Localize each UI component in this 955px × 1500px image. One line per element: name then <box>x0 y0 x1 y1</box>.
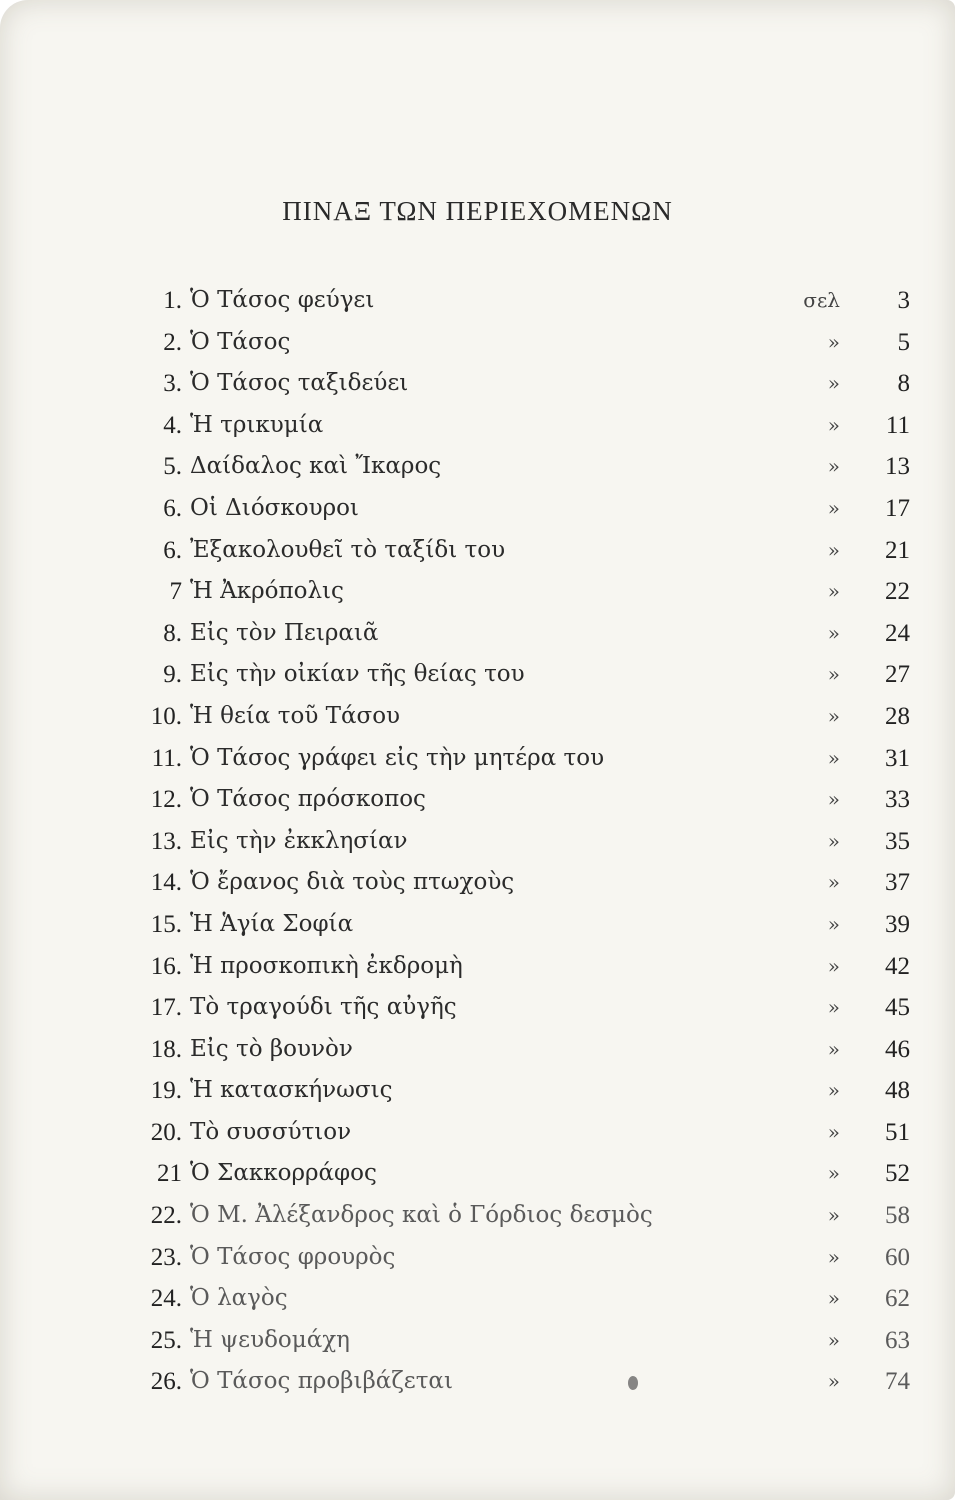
toc-entry-number: 17. <box>150 994 182 1022</box>
toc-entry-number: 2. <box>163 328 182 356</box>
toc-entry-page-number: 52 <box>885 1160 910 1188</box>
toc-entry-number: 8. <box>163 619 182 647</box>
toc-entry-number: 23. <box>150 1243 182 1271</box>
toc-entry-title: Ὁ Τάσος φρουρὸς <box>190 1243 396 1270</box>
toc-entry <box>100 696 910 738</box>
toc-entry-title: Ὁ λαγὸς <box>190 1285 288 1312</box>
toc-entry-number: 26. <box>150 1368 182 1396</box>
ink-stain <box>628 1376 638 1390</box>
toc-entry <box>100 405 910 447</box>
toc-entry-page-marker: » <box>827 1286 840 1311</box>
toc-entry-page-number: 48 <box>885 1077 910 1105</box>
toc-entry-title: Εἰς τὴν οἰκίαν τῆς θείας του <box>190 661 525 688</box>
toc-entry-page-marker: » <box>827 412 840 437</box>
toc-entry-title: Ἐξακολουθεῖ τὸ ταξίδι του <box>190 536 506 563</box>
toc-entry-page-number: 17 <box>885 494 910 522</box>
toc-entry-page-marker: » <box>827 995 840 1020</box>
toc-entry-title: Οἱ Διόσκουροι <box>190 494 359 521</box>
toc-entry-page-number: 58 <box>885 1202 910 1230</box>
toc-entry-number: 21 <box>157 1160 182 1188</box>
toc-entry-page-marker: » <box>827 537 840 562</box>
toc-entry-title: Ἡ κατασκήνωσις <box>190 1077 393 1104</box>
toc-entry-number: 13. <box>150 827 182 855</box>
toc-entry-number: 6. <box>163 536 182 564</box>
toc-entry-page-number: 51 <box>885 1118 910 1146</box>
toc-entry-number: 3. <box>163 370 182 398</box>
toc-entry-page-marker: » <box>827 745 840 770</box>
toc-entry <box>100 488 910 530</box>
toc-entry-page-marker: » <box>827 828 840 853</box>
toc-entry <box>100 862 910 904</box>
toc-entry-title: Ἡ Ἀκρόπολις <box>190 578 344 605</box>
toc-entry-title: Δαίδαλος καὶ Ἴκαρος <box>190 453 442 480</box>
toc-entry <box>100 1361 910 1403</box>
toc-entry-page-number: 13 <box>885 453 910 481</box>
toc-entry-page-number: 46 <box>885 1035 910 1063</box>
toc-entry-page-number: 24 <box>885 619 910 647</box>
toc-entry-title: Ἡ θεία τοῦ Τάσου <box>190 702 401 729</box>
toc-entry-number: 22. <box>150 1202 182 1230</box>
toc-entry <box>100 1278 910 1320</box>
toc-entry <box>100 1070 910 1112</box>
toc-entry-title: Τὸ συσσύτιον <box>190 1118 352 1145</box>
toc-entry-title: Ὁ Σακκορράφος <box>190 1160 377 1187</box>
toc-entry <box>100 1112 910 1154</box>
toc-entry <box>100 1153 910 1195</box>
toc-entry-number: 1. <box>163 287 182 314</box>
toc-entry-title: Ὁ Τάσος γράφει εἰς τὴν μητέρα του <box>190 744 605 771</box>
toc-entry-page-number: 35 <box>885 827 910 855</box>
toc-entry-page-marker: » <box>827 662 840 687</box>
toc-entry-number: 11. <box>151 744 182 772</box>
page-title: ΠΙΝΑΞ ΤΩΝ ΠΕΡΙΕΧΟΜΕΝΩΝ <box>282 196 673 226</box>
toc-entry-page-number: 62 <box>885 1285 910 1313</box>
toc-entry-page-number: 27 <box>885 661 910 689</box>
toc-entry-page-marker: » <box>827 870 840 895</box>
toc-entry <box>100 363 910 405</box>
toc-entry-title: Ὁ Τάσος <box>190 328 291 355</box>
toc-entry-page-marker: σελ <box>803 288 840 312</box>
toc-entry-page-number: 28 <box>885 702 910 730</box>
toc-entry <box>100 738 910 780</box>
toc-entry-page-marker: » <box>827 787 840 812</box>
toc-entry <box>100 322 910 364</box>
toc-entry-page-number: 33 <box>885 786 910 814</box>
toc-entry-number: 6. <box>163 494 182 522</box>
toc-entry-page-marker: » <box>827 703 840 728</box>
toc-entry-page-number: 60 <box>885 1243 910 1271</box>
toc-entry-title: Ἡ τρικυμία <box>190 411 324 438</box>
toc-entry-page-number: 3 <box>897 287 910 314</box>
toc-entry <box>100 446 910 488</box>
toc-entry-title: Ὁ Τάσος φεύγει <box>190 287 375 313</box>
toc-entry-number: 4. <box>163 411 182 439</box>
toc-entry-title: Ἡ προσκοπικὴ ἐκδρομὴ <box>190 952 463 979</box>
toc-entry-page-number: 42 <box>885 952 910 980</box>
toc-entry <box>100 1237 910 1279</box>
toc-entry-page-marker: » <box>827 1161 840 1186</box>
toc-entry <box>100 613 910 655</box>
toc-entry <box>100 1195 910 1237</box>
toc-entry-page-number: 31 <box>885 744 910 772</box>
toc-entry-page-number: 11 <box>885 411 910 439</box>
toc-entry-page-number: 8 <box>897 370 910 398</box>
toc-entry-page-marker: » <box>827 454 840 479</box>
toc-entry <box>100 779 910 821</box>
toc-entry <box>100 1029 910 1071</box>
toc-entry <box>100 904 910 946</box>
toc-entry-title: Ὁ Τάσος προβιβάζεται <box>190 1368 453 1395</box>
toc-entry-page-marker: » <box>827 953 840 978</box>
toc-entry-page-number: 37 <box>885 869 910 897</box>
toc-entry-page-marker: » <box>827 495 840 520</box>
toc-entry-number: 9. <box>163 661 182 689</box>
toc-entry <box>100 946 910 988</box>
toc-entry-page-number: 39 <box>885 910 910 938</box>
toc-entry <box>100 280 910 322</box>
toc-entry-page-number: 45 <box>885 994 910 1022</box>
toc-entry <box>100 1320 910 1362</box>
toc-entry-page-marker: » <box>827 1203 840 1228</box>
table-of-contents <box>100 280 910 1403</box>
toc-entry-title: Τὸ τραγούδι τῆς αὐγῆς <box>190 994 457 1021</box>
toc-entry-page-number: 74 <box>885 1368 910 1396</box>
toc-entry-page-number: 22 <box>885 578 910 606</box>
toc-entry-title: Ὁ Τάσος πρόσκοπος <box>190 786 426 813</box>
toc-entry-page-marker: » <box>827 1369 840 1394</box>
toc-entry-number: 15. <box>150 910 182 938</box>
toc-entry-number: 18. <box>150 1035 182 1063</box>
toc-entry-number: 25. <box>150 1326 182 1354</box>
toc-entry-title: Ὁ Μ. Ἀλέξανδρος καὶ ὁ Γόρδιος δεσμὸς <box>190 1202 653 1229</box>
toc-entry-title: Ἡ Ἁγία Σοφία <box>190 910 354 937</box>
toc-entry-number: 14. <box>150 869 182 897</box>
toc-entry-title: Εἰς τὸν Πειραιᾶ <box>190 619 379 646</box>
toc-entry-page-marker: » <box>827 371 840 396</box>
toc-entry-number: 24. <box>150 1285 182 1313</box>
toc-entry-number: 16. <box>150 952 182 980</box>
toc-entry-page-marker: » <box>827 1036 840 1061</box>
toc-entry-title: Ὁ Τάσος ταξιδεύει <box>190 370 409 397</box>
toc-entry-title: Εἰς τὸ βουνὸν <box>190 1035 353 1062</box>
toc-entry-title: Εἰς τὴν ἐκκλησίαν <box>190 827 408 854</box>
toc-entry-title: Ὁ ἔρανος διὰ τοὺς πτωχοὺς <box>190 869 515 896</box>
toc-entry-number: 7 <box>169 578 182 606</box>
toc-entry-number: 20. <box>150 1118 182 1146</box>
toc-entry-number: 5. <box>163 453 182 481</box>
toc-entry <box>100 987 910 1029</box>
toc-entry-page-number: 63 <box>885 1326 910 1354</box>
toc-entry-page-marker: » <box>827 1244 840 1269</box>
toc-entry <box>100 530 910 572</box>
toc-entry <box>100 571 910 613</box>
toc-entry-title: Ἡ ψευδομάχη <box>190 1326 350 1353</box>
toc-entry-page-marker: » <box>827 579 840 604</box>
toc-entry-page-marker: » <box>827 911 840 936</box>
toc-entry-page-marker: » <box>827 329 840 354</box>
toc-entry-page-marker: » <box>827 1327 840 1352</box>
toc-entry-number: 10. <box>150 702 182 730</box>
toc-entry <box>100 654 910 696</box>
toc-entry-number: 19. <box>150 1077 182 1105</box>
toc-entry-page-marker: » <box>827 1119 840 1144</box>
toc-entry <box>100 821 910 863</box>
toc-entry-page-marker: » <box>827 1078 840 1103</box>
toc-entry-page-number: 21 <box>885 536 910 564</box>
toc-entry-page-marker: » <box>827 620 840 645</box>
toc-entry-page-number: 5 <box>897 328 910 356</box>
toc-entry-number: 12. <box>150 786 182 814</box>
